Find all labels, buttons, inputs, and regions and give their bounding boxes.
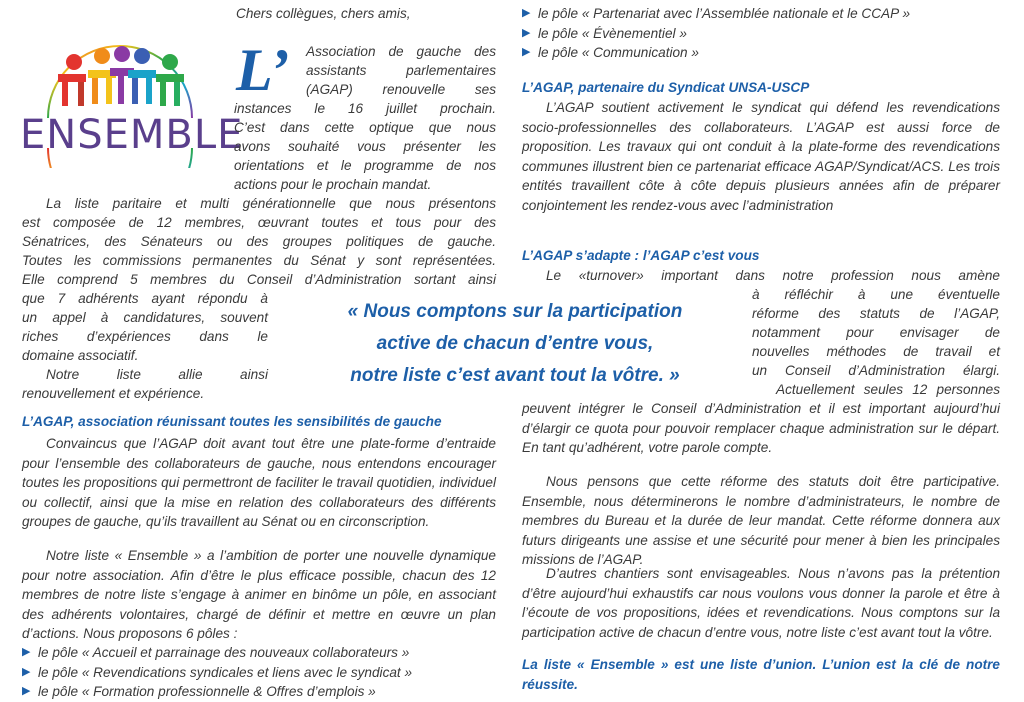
pull-quote-line-3: notre liste c’est avant tout la vôtre. »	[350, 365, 680, 386]
pole-item: ▶ le pôle « Partenariat avec l’Assemblée nationale et le CCAP »	[522, 4, 910, 24]
para1-line-2: est composée de 12 membres, œuvrant toutes et tous pour des	[22, 215, 496, 230]
triangle-bullet-icon: ▶	[522, 46, 531, 59]
pole-item: ▶ le pôle « Évènementiel »	[522, 24, 910, 44]
ensemble-logo	[18, 8, 244, 168]
pull-quote	[300, 296, 730, 392]
poles-list-left	[22, 643, 412, 702]
para1-line-5: Elle comprend 5 membres du Conseil d’Administration sortant ainsi	[22, 272, 496, 287]
triangle-bullet-icon: ▶	[22, 685, 31, 698]
pole-item: ▶ le pôle « Revendications syndicales et liens avec le syndicat »	[22, 663, 412, 683]
drop-cap: L’	[236, 37, 290, 103]
intro-line-8: actions pour le prochain mandat.	[234, 177, 432, 192]
closing-statement: La liste « Ensemble » est une liste d’union. L’union est la clé de notre réussite.	[522, 657, 1000, 692]
triangle-bullet-icon: ▶	[22, 646, 31, 658]
para-reforme: Nous pensons que cette réforme des statuts doit être participative. Ensemble, nous déterminerons le nombre d’administrateurs, le nombre de membres du Bureau et la durée de leur mandat. Cette réforme donnera aux futurs dirigeants une assise et une sécurité pour mener à bien les principales missions de l’AGAP.	[522, 474, 1000, 568]
salutation: Chers collègues, chers amis,	[236, 6, 411, 21]
para1-line-1: La liste paritaire et multi générationnelle que nous présentons	[46, 196, 496, 211]
para-turnover-line-5: un Conseil d’Administration élargi.	[752, 363, 1000, 378]
intro-line-1: Association de gauche des	[306, 44, 496, 59]
triangle-bullet-icon: ▶	[22, 665, 31, 678]
para-ensemble-ambition: Notre liste « Ensemble » a l’ambition de porter une nouvelle dynamique pour notre association. Afin d’être le plus efficace possible, chacun des 12 membres de notre liste s’engage à animer en binôme un pôle, en associant des adhérents volontaires, chargé de définir et mettre en œuvre un plan d’actions. Nous proposons 6 pôles :	[22, 548, 496, 642]
poles-list-right	[522, 4, 910, 63]
para1b-line-2: un appel à candidatures, souvent	[22, 310, 268, 325]
intro-line-3: (AGAP) renouvelle ses	[306, 82, 496, 97]
triangle-bullet-icon: ▶	[522, 7, 531, 19]
para1b-line-1: que 7 adhérents ayant répondu à	[22, 291, 268, 306]
para-turnover-line-1: à réfléchir à une éventuelle	[752, 287, 1000, 302]
para-turnover-line-4: nouvelles méthodes de travail et	[752, 344, 1000, 359]
intro-line-6: avons souhaité vous présenter les	[234, 139, 496, 154]
para2-line-1: Notre liste allie ainsi	[46, 367, 268, 382]
heading-sensibilites: L’AGAP, association réunissant toutes les sensibilités de gauche	[22, 414, 442, 429]
para1-line-3: Sénatrices, des Sénateurs ou des groupes politiques de gauche.	[22, 234, 496, 249]
intro-line-7: orientations et le programme de nos	[234, 158, 496, 173]
logo-wordmark: ENSEMBLE	[20, 112, 244, 158]
triangle-bullet-icon: ▶	[522, 26, 531, 39]
para1-line-4: Toutes les commissions permanentes du Sénat y sont représentées.	[22, 253, 496, 268]
heading-adapte: L’AGAP s’adapte : l’AGAP c’est vous	[522, 248, 760, 263]
para1b-line-4: domaine associatif.	[22, 348, 139, 363]
intro-line-4: instances le 16 juillet prochain.	[234, 101, 496, 116]
pole-item: ▶ le pôle « Communication »	[522, 43, 910, 63]
para2-line-2: renouvellement et expérience.	[22, 386, 205, 401]
para-turnover-rest: peuvent intégrer le Conseil d’Administration et il est important aujourd’hui d’élargir ce quota pour pouvoir remplacer chaque administration sur le départ. En tant qu’adhérent, votre parole compte.	[522, 401, 1000, 456]
para-syndicat: L’AGAP soutient activement le syndicat qui défend les revendications socio-professionnelles des collaborateurs. L’AGAP est aussi force de proposition. Les travaux qui ont conduit à la plate-forme des revendications communes illustrent bien ce partenariat efficace AGAP/Syndicat/ACS. Les trois entités travaillent côte à côte depuis plusieurs années afin de préparer conjointement les rendez-vous avec l’administration	[522, 100, 1000, 213]
para-convaincus: Convaincus que l’AGAP doit avant tout être une plate-forme d’entraide pour l’ensemble des collaborateurs de gauche, nous entendons encourager toutes les propositions qui permettront de faciliter le travail quotidien, individuel ou collectif, ainsi que la mise en relation des collaborateurs des différents groupes de gauche, qu’ils travaillent au Sénat ou en circonscription.	[22, 436, 496, 530]
intro-line-5: C’est dans cette optique que nous	[234, 120, 496, 135]
pull-quote-line-1: « Nous comptons sur la participation	[347, 301, 683, 322]
para-turnover-intro: Le «turnover» important dans notre profession nous amène	[546, 268, 1000, 283]
para-turnover-line-6: Actuellement seules 12 personnes	[776, 382, 1000, 397]
intro-line-2: assistants parlementaires	[306, 63, 496, 78]
heading-syndicat: L’AGAP, partenaire du Syndicat UNSA-USCP	[522, 80, 810, 95]
para-chantiers: D’autres chantiers sont envisageables. Nous n’avons pas la prétention d’être aujourd’hui exhaustifs car nous voulons vous donner la parole et être à l’écoute de vos propositions, idées et revendications. Nous comptons sur la participation active de chacun d’entre vous, notre liste c’est avant tout la vôtre.	[522, 566, 1000, 640]
para-turnover-line-2: réforme des statuts de l’AGAP,	[752, 306, 1000, 321]
pull-quote-line-2: active de chacun d’entre vous,	[376, 333, 654, 354]
para1b-line-3: riches d’expériences dans le	[22, 329, 268, 344]
pole-item: ▶ le pôle « Accueil et parrainage des nouveaux collaborateurs »	[22, 643, 412, 663]
pole-item: ▶ le pôle « Formation professionnelle & Offres d’emplois »	[22, 682, 412, 702]
para-turnover-line-3: notamment pour envisager de	[752, 325, 1000, 340]
